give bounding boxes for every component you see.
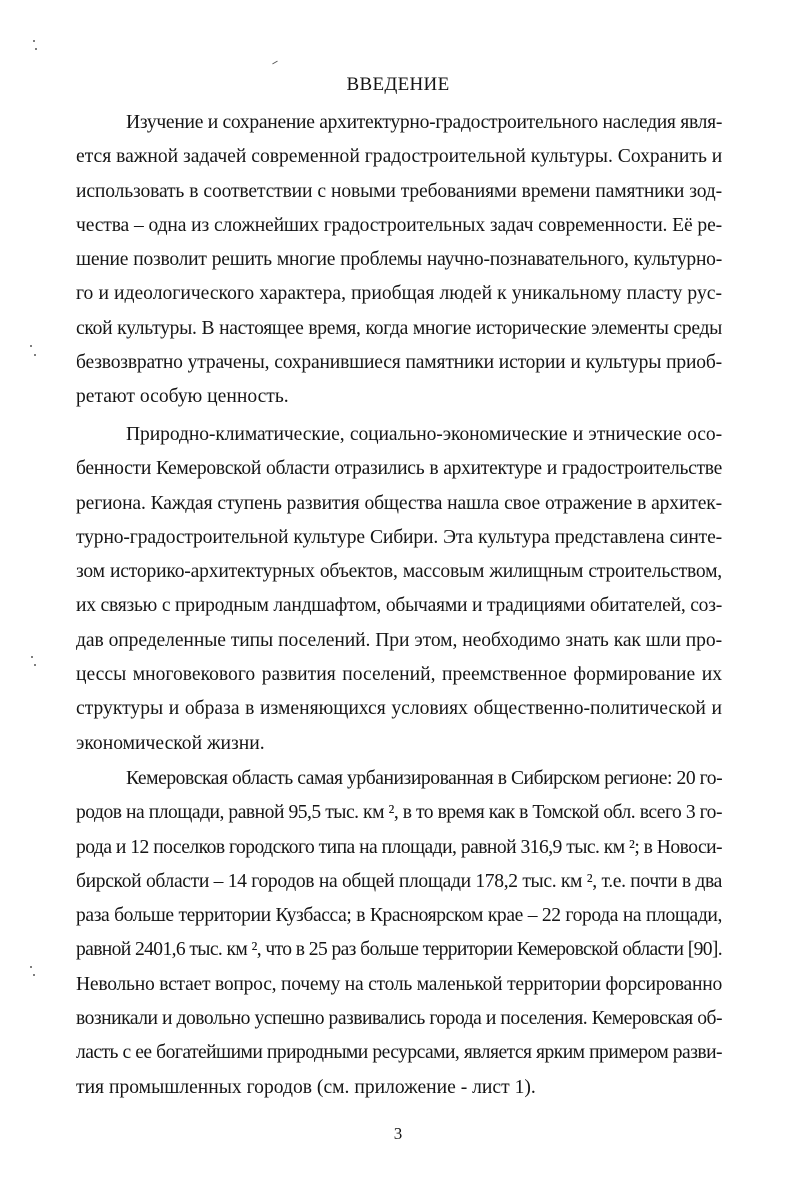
text-line: зом историко-архитектурных объектов, массовым жилищным строительством, xyxy=(76,561,722,583)
page-number: 3 xyxy=(393,1124,403,1143)
text-line: безвозвратно утрачены, сохранившиеся памятники истории и культуры приоб- xyxy=(76,352,722,374)
scan-speck xyxy=(272,61,278,65)
text-line: равной 2401,6 тыс. км ², что в 25 раз больше территории Кемеровской области [90]. xyxy=(76,939,722,961)
paragraph-3 xyxy=(76,762,722,1105)
text-line: ется важной задачей современной градостроительной культуры. Сохранить и xyxy=(76,146,723,168)
text-line: ретают особую ценность. xyxy=(76,386,289,408)
scan-speck xyxy=(30,345,32,347)
text-line: родов на площади, равной 95,5 тыс. км ², в то время как в Томской обл. всего 3 го- xyxy=(76,802,722,824)
text-line: экономической жизни. xyxy=(76,732,265,754)
scan-speck xyxy=(30,966,32,968)
text-line: чества – одна из сложнейших градостроительных задач современности. Её ре- xyxy=(76,214,722,236)
paragraph-1 xyxy=(76,106,722,415)
text-line: Кемеровская область самая урбанизированная в Сибирском регионе: 20 го- xyxy=(126,768,723,789)
text-line: ласть с ее богатейшими природными ресурсами, является ярким примером разви- xyxy=(76,1042,722,1064)
text-line: цессы многовекового развития поселений, преемственное формирование их xyxy=(76,664,722,686)
text-line: шение позволит решить многие проблемы научно-познавательного, культурно- xyxy=(76,249,722,271)
scan-speck xyxy=(34,354,36,356)
text-line: бирской области – 14 городов на общей площади 178,2 тыс. км ², т.е. почти в два xyxy=(76,870,722,892)
scan-speck xyxy=(34,664,36,666)
text-line: рода и 12 поселков городского типа на площади, равной 316,9 тыс. км ²; в Новоси- xyxy=(76,836,722,858)
text-line: использовать в соответствии с новыми требованиями времени памятники зод- xyxy=(76,180,722,202)
text-line: Изучение и сохранение архитектурно-градостроительного наследия явля- xyxy=(126,112,723,133)
text-line: бенности Кемеровской области отразились в архитектуре и градостроительстве xyxy=(76,458,722,480)
text-line: структуры и образа в изменяющихся условиях общественно-политической и xyxy=(76,698,722,720)
text-line: турно-градостроительной культуре Сибири. Эта культура представлена синте- xyxy=(76,526,722,548)
scan-speck xyxy=(33,974,35,976)
text-line: их связью с природным ландшафтом, обычаями и традициями обитателей, соз- xyxy=(76,595,722,617)
text-line: возникали и довольно успешно развивались города и поселения. Кемеровская об- xyxy=(76,1008,722,1030)
page-title: ВВЕДЕНИЕ xyxy=(346,74,450,95)
text-line: региона. Каждая ступень развития общества нашла свое отражение в архитек- xyxy=(76,492,722,514)
text-line: го и идеологического характера, приобщая людей к уникальному пласту рус- xyxy=(76,283,722,305)
paragraph-2 xyxy=(76,418,722,761)
text-line: Невольно встает вопрос, почему на столь маленькой территории форсированно xyxy=(76,973,722,995)
text-line: Природно-климатические, социально-экономические и этнические осо- xyxy=(126,424,722,445)
text-line: ской культуры. В настоящее время, когда многие исторические элементы среды xyxy=(76,317,722,339)
scan-speck xyxy=(31,656,33,658)
scan-speck xyxy=(33,40,35,42)
scan-speck xyxy=(35,48,37,50)
text-line: раза больше территории Кузбасса; в Красноярском крае – 22 города на площади, xyxy=(76,905,722,927)
text-line: дав определенные типы поселений. При этом, необходимо знать как шли про- xyxy=(76,629,722,651)
text-line: тия промышленных городов (см. приложение - лист 1). xyxy=(76,1076,536,1098)
